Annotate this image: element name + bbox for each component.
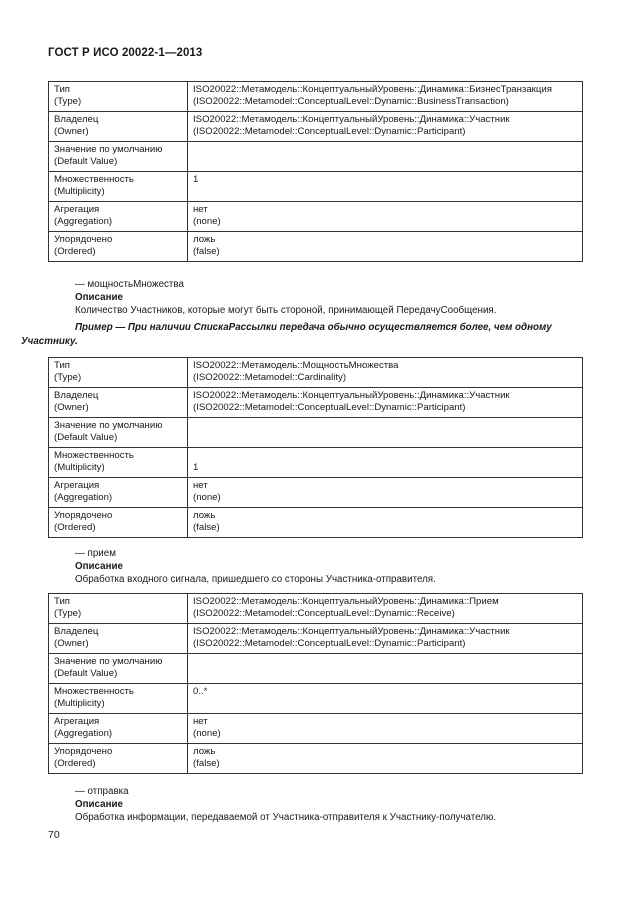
property-name-cell: Владелец (Owner): [49, 388, 188, 418]
property-name-cell: Агрегация (Aggregation): [49, 202, 188, 232]
table-row: [49, 714, 583, 744]
attribute-table-receive: [48, 593, 583, 774]
property-value-cell: ISO20022::Метамодель::КонцептуальныйУровень::Динамика::Участник (ISO20022::Metamodel::ConceptualLevel::Dynamic::Participant): [188, 388, 583, 418]
property-value-cell: 1: [188, 172, 583, 202]
table-row: [49, 448, 583, 478]
section-name: — прием: [75, 548, 116, 559]
property-value-cell: 0..*: [188, 684, 583, 714]
section-name: — мощностьМножества: [75, 279, 184, 290]
table-row: [49, 172, 583, 202]
table-row: [49, 478, 583, 508]
property-name-cell: Тип (Type): [49, 594, 188, 624]
section-description: Обработка входного сигнала, пришедшего со стороны Участника-отправителя.: [75, 574, 436, 585]
property-value-cell: [188, 654, 583, 684]
table-row: [49, 358, 583, 388]
property-value-cell: ложь (false): [188, 744, 583, 774]
property-name-cell: Значение по умолчанию (Default Value): [49, 142, 188, 172]
section-send: [75, 785, 496, 824]
section-heading: Описание: [75, 561, 123, 572]
section-description: Обработка информации, передаваемой от Участника-отправителя к Участнику-получателю.: [75, 812, 497, 823]
property-value-cell: ISO20022::Метамодель::КонцептуальныйУровень::Динамика::БизнесТранзакция (ISO20022::Metamodel::ConceptualLevel::Dynamic::BusinessTransaction): [188, 82, 583, 112]
property-value-cell: [188, 418, 583, 448]
attribute-table-business-transaction: [48, 81, 583, 262]
property-name-cell: Упорядочено (Ordered): [49, 744, 188, 774]
table-row: [49, 82, 583, 112]
property-value-cell: нет (none): [188, 202, 583, 232]
section-cardinality: [75, 278, 496, 317]
property-name-cell: Множественность (Multiplicity): [49, 448, 188, 478]
table-row: [49, 508, 583, 538]
table-row: [49, 388, 583, 418]
property-name-cell: Владелец (Owner): [49, 624, 188, 654]
property-name-cell: Значение по умолчанию (Default Value): [49, 654, 188, 684]
property-value-cell: [188, 142, 583, 172]
property-name-cell: Множественность (Multiplicity): [49, 684, 188, 714]
property-value-cell: ISO20022::Метамодель::КонцептуальныйУровень::Динамика::Участник (ISO20022::Metamodel::ConceptualLevel::Dynamic::Participant): [188, 112, 583, 142]
property-value-cell: ISO20022::Метамодель::КонцептуальныйУровень::Динамика::Участник (ISO20022::Metamodel::ConceptualLevel::Dynamic::Participant): [188, 624, 583, 654]
property-name-cell: Агрегация (Aggregation): [49, 714, 188, 744]
table-row: [49, 654, 583, 684]
section-heading: Описание: [75, 799, 123, 810]
property-name-cell: Упорядочено (Ordered): [49, 508, 188, 538]
property-name-cell: Агрегация (Aggregation): [49, 478, 188, 508]
section-heading: Описание: [75, 292, 123, 303]
property-value-cell: ISO20022::Метамодель::МощностьМножества (ISO20022::Metamodel::Cardinality): [188, 358, 583, 388]
attribute-table-cardinality: [48, 357, 583, 538]
table-row: [49, 418, 583, 448]
table-row: [49, 684, 583, 714]
table-row: [49, 112, 583, 142]
section-receive: [75, 547, 436, 586]
table-row: [49, 594, 583, 624]
table-row: [49, 142, 583, 172]
section-description: Количество Участников, которые могут быть стороной, принимающей ПередачуСообщения.: [75, 305, 497, 316]
document-header: ГОСТ Р ИСО 20022-1—2013: [48, 47, 203, 59]
property-name-cell: Тип (Type): [49, 358, 188, 388]
table-row: [49, 232, 583, 262]
property-name-cell: Значение по умолчанию (Default Value): [49, 418, 188, 448]
page-number: 70: [48, 829, 60, 841]
table-row: [49, 744, 583, 774]
property-value-cell: ISO20022::Метамодель::КонцептуальныйУровень::Динамика::Прием (ISO20022::Metamodel::ConceptualLevel::Dynamic::Receive): [188, 594, 583, 624]
property-value-cell: ложь (false): [188, 508, 583, 538]
property-value-cell: нет (none): [188, 478, 583, 508]
table-row: [49, 624, 583, 654]
property-name-cell: Упорядочено (Ordered): [49, 232, 188, 262]
property-value-cell: 1: [188, 448, 583, 478]
section-name: — отправка: [75, 786, 129, 797]
table-row: [49, 202, 583, 232]
example-note: Пример — При наличии СпискаРассылки передача обычно осуществляется более, чем одному Участнику.: [21, 322, 552, 347]
property-name-cell: Владелец (Owner): [49, 112, 188, 142]
property-value-cell: нет (none): [188, 714, 583, 744]
property-name-cell: Тип (Type): [49, 82, 188, 112]
property-name-cell: Множественность (Multiplicity): [49, 172, 188, 202]
property-value-cell: ложь (false): [188, 232, 583, 262]
